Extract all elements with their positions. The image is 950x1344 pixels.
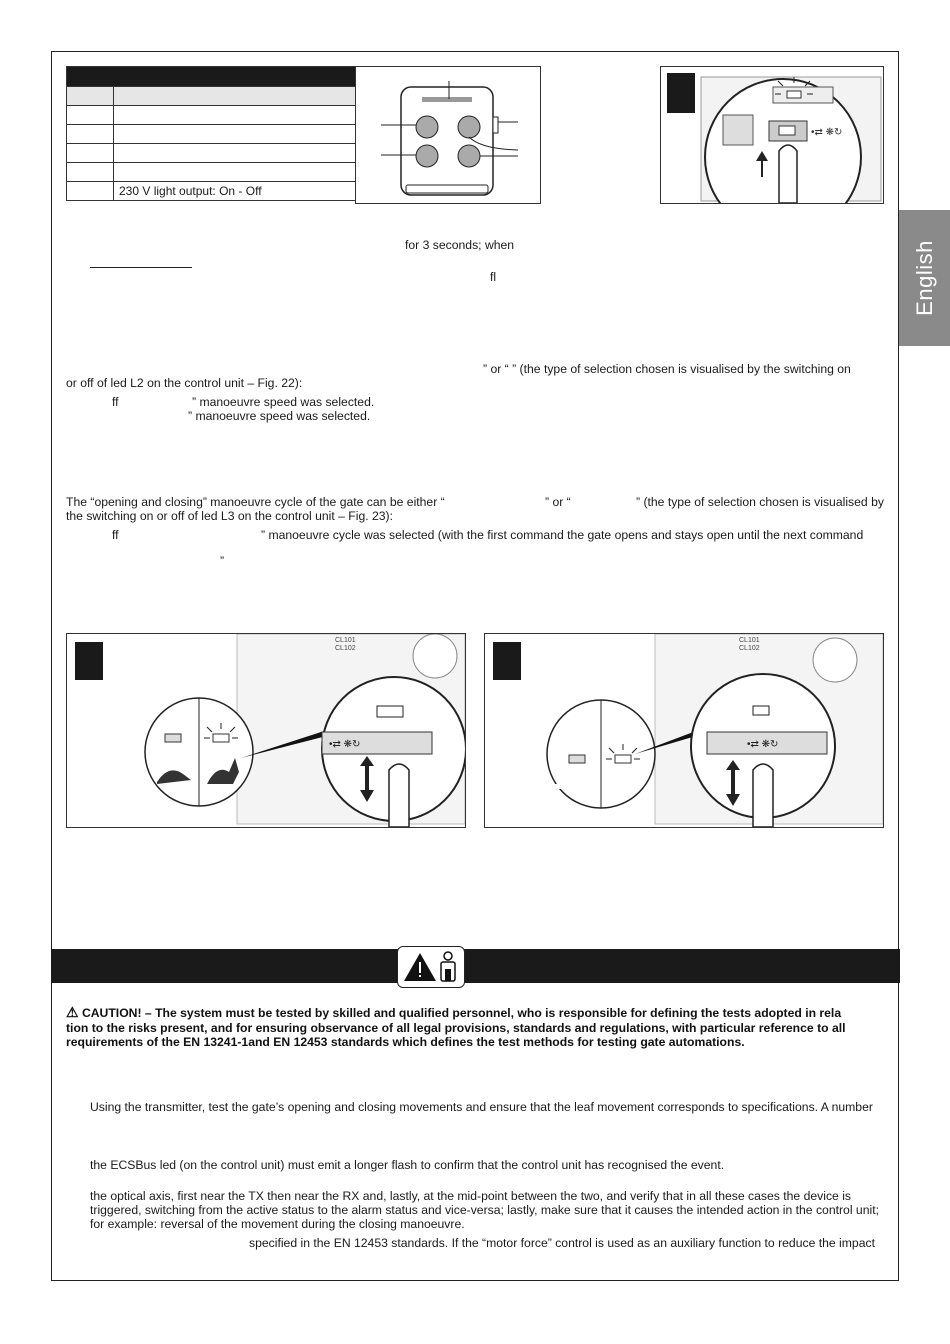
table-header-row: [67, 67, 356, 87]
transmitter-illustration: [356, 67, 540, 203]
test-paragraph-4: specified in the EN 12453 standards. If the “motor force” control is used as an auxiliary function to reduce the impact: [249, 1236, 875, 1250]
transmitter-figure: [355, 66, 541, 204]
cycle-intro-cont: the switching on or off of led L3 on the control unit – Fig. 23):: [66, 509, 394, 523]
section-banner: [51, 949, 900, 983]
table-row: [67, 144, 356, 163]
svg-text:•⇄ ❋↻: •⇄ ❋↻: [747, 739, 779, 750]
cycle-intro: The “opening and closing” manoeuvre cycle of the gate can be either “: [66, 495, 445, 509]
figure-tag: [667, 73, 695, 113]
test-paragraph-3a: the optical axis, first near the TX then near the RX and, lastly, at the mid-point between the two, and verify that in all these cases the device is: [90, 1189, 852, 1203]
warning-installer-badge: [397, 946, 465, 988]
caution-block: [66, 1005, 886, 1050]
speed-bullet-2: ” manoeuvre speed was selected.: [188, 409, 371, 423]
svg-text:•⇄ ❋↻: •⇄ ❋↻: [329, 739, 361, 750]
language-tab: English: [899, 210, 950, 346]
control-unit-figure-top: [660, 66, 884, 204]
figure-23: [484, 633, 884, 828]
table-subheader-row: [67, 87, 356, 106]
test-paragraph-1: Using the transmitter, test the gate’s opening and closing movements and ensure that the leaf movement corresponds to specifications. A number: [90, 1100, 873, 1114]
test-paragraph-3c: for example: reversal of the movement during the closing manoeuvre.: [90, 1217, 465, 1231]
bullet-glyph: ff: [112, 395, 119, 409]
installer-icon: [441, 952, 455, 981]
table-row: [67, 106, 356, 125]
underline-rule: [90, 267, 192, 268]
speed-intro-cont: or off of led L2 on the control unit – Fig. 22):: [66, 376, 303, 390]
caution-line-1: ⚠ CAUTION! – The system must be tested by skilled and qualified personnel, who is responsible for defining the tests adopted in rela: [66, 1004, 842, 1020]
cycle-bullet-2: ”: [220, 554, 225, 568]
cycle-intro-end: ” (the type of selection chosen is visualised by: [636, 495, 884, 509]
text-line: for 3 seconds; when: [405, 238, 515, 252]
table-row: [67, 163, 356, 182]
caution-line-2: tion to the risks present, and for ensuring observance of all legal provisions, standards and regulations, with particular reference to all: [66, 1020, 846, 1035]
figure-22: [66, 633, 466, 828]
table-row: 230 V light output: On - Off: [67, 182, 356, 201]
bullet-glyph: ff: [112, 528, 119, 542]
cl101-label: CL101: [335, 637, 356, 644]
text-line: fl: [490, 270, 497, 284]
caution-line-3: requirements of the EN 13241-1and EN 12453 standards which defines the test methods for testing gate automations.: [66, 1035, 745, 1049]
speed-bullet-1: ” manoeuvre speed was selected.: [192, 395, 375, 409]
speed-led-illustration: [67, 634, 465, 827]
speed-intro: ” or “ ” (the type of selection chosen is visualised by the switching on: [483, 362, 851, 376]
figure-tag: [493, 642, 521, 680]
cycle-bullet-1: ” manoeuvre cycle was selected (with the first command the gate opens and stays open until the next command: [261, 528, 864, 542]
cl102-label: CL102: [739, 645, 760, 652]
cycle-led-illustration: [485, 634, 883, 827]
table-row: [67, 125, 356, 144]
cycle-intro-or: ” or “: [545, 495, 571, 509]
caution-icon: ⚠: [66, 1004, 79, 1020]
svg-text:•⇄ ❋↻: •⇄ ❋↻: [811, 127, 843, 138]
cl101-label: CL101: [739, 637, 760, 644]
cl102-label: CL102: [335, 645, 356, 652]
figure-tag: [75, 642, 103, 680]
test-paragraph-3b: triggered, switching from the active status to the alarm status and vice-versa; lastly, make sure that it causes the intended action in the control unit;: [90, 1203, 879, 1217]
test-paragraph-2: the ECSBus led (on the control unit) must emit a longer flash to confirm that the control unit has recognised the event.: [90, 1158, 725, 1172]
transmitter-function-table: [66, 66, 356, 201]
